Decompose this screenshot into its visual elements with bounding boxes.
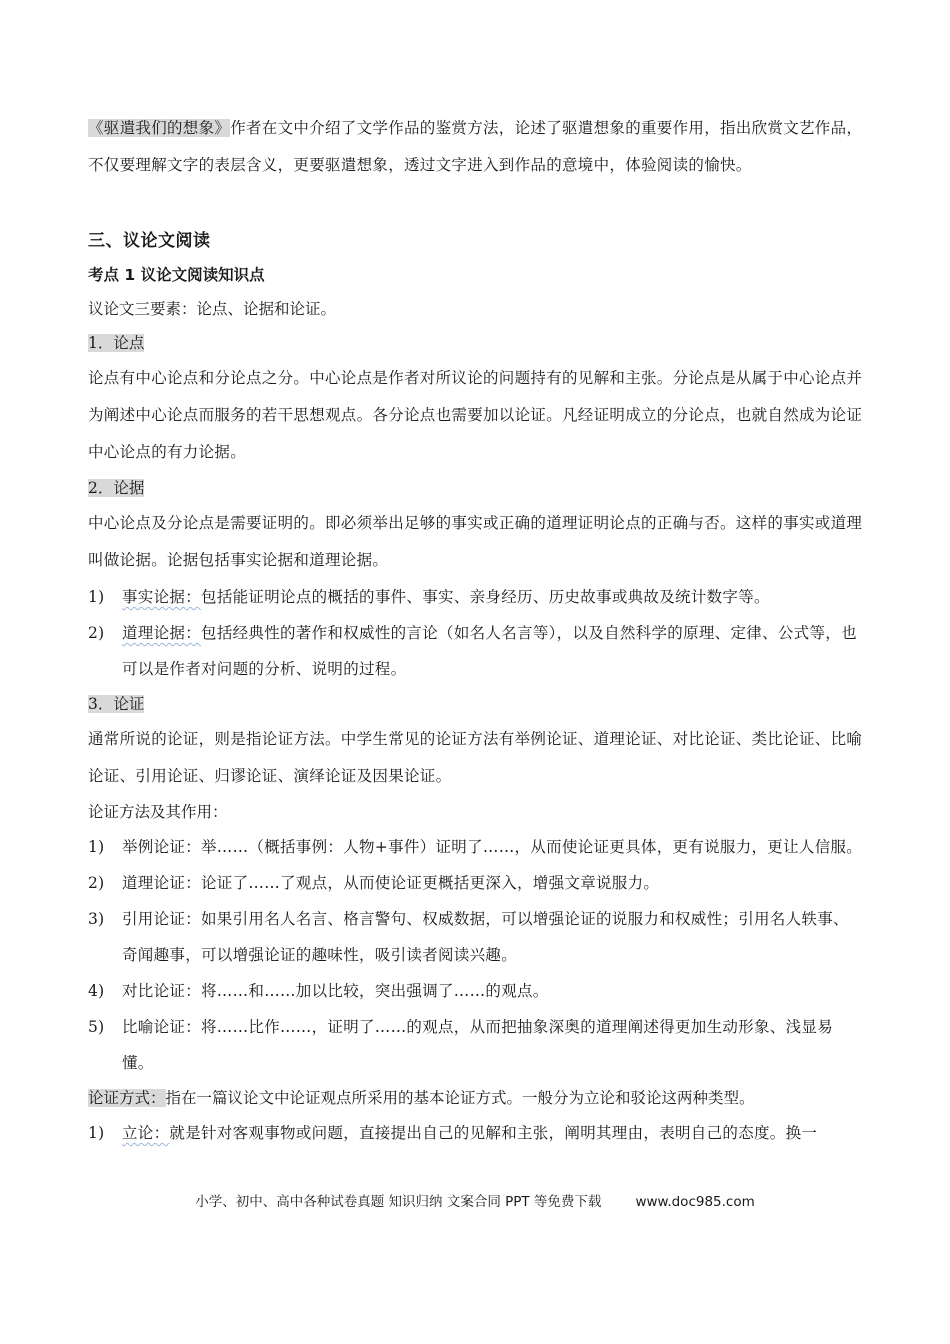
list-text: 举例论证：举……（概括事例：人物+事件）证明了……，从而使论证更具体，更有说服力，更让人信服。 <box>122 838 863 856</box>
sec2-title-text: 2．论据 <box>88 479 145 497</box>
book-title: 《驱遣我们的想象》 <box>88 119 231 137</box>
list-text: 引用论证：如果引用名人名言、格言警句、权威数据，可以增强论证的说服力和权威性；引用名人轶事、奇闻趣事，可以增强论证的趣味性，吸引读者阅读兴趣。 <box>122 910 849 964</box>
list-term: 道理论据： <box>122 624 202 642</box>
sec2-title <box>88 471 864 505</box>
section-heading: 三、议论文阅读 <box>88 231 211 251</box>
sec1-title-text: 1．论点 <box>88 334 145 352</box>
list-item <box>88 973 864 1009</box>
list-item <box>88 829 864 865</box>
list-number: 2) <box>88 874 105 892</box>
page-footer <box>0 1190 950 1210</box>
document-body <box>88 110 864 1151</box>
list-item <box>88 1115 864 1151</box>
sec3-title-text: 3．论证 <box>88 695 145 713</box>
footer-site: www.doc985.com <box>635 1194 755 1210</box>
list-item <box>88 901 864 973</box>
list-text: 对比论证：将……和……加以比较，突出强调了……的观点。 <box>122 982 549 1000</box>
list-number: 5) <box>88 1018 105 1036</box>
list-term: 立论： <box>122 1124 170 1142</box>
list-text: 包括能证明论点的概括的事件、事实、亲身经历、历史故事或典故及统计数字等。 <box>201 588 770 606</box>
methods-label: 论证方法及其作用： <box>88 803 228 821</box>
list-text: 就是针对客观事物或问题，直接提出自己的见解和主张，阐明其理由，表明自己的态度。换一 <box>169 1124 818 1142</box>
mode-paragraph <box>88 1081 864 1115</box>
list-number: 1) <box>88 588 105 606</box>
list-text: 比喻论证：将……比作……，证明了……的观点，从而把抽象深奥的道理阐述得更加生动形象、浅显易懂。 <box>122 1018 834 1072</box>
elements-intro: 议论文三要素：论点、论据和论证。 <box>88 300 337 318</box>
sec2-text: 中心论点及分论点是需要证明的。即必须举出足够的事实或正确的道理证明论点的正确与否。这样的事实或道理叫做论据。论据包括事实论据和道理论据。 <box>88 514 863 569</box>
list-item <box>88 865 864 901</box>
sec3-text: 通常所说的论证，则是指论证方法。中学生常见的论证方法有举例论证、道理论证、对比论证、类比论证、比喻论证、引用论证、归谬论证、演绎论证及因果论证。 <box>88 730 863 785</box>
list-item <box>88 1009 864 1081</box>
list-number: 2) <box>88 624 105 642</box>
list-text: 包括经典性的著作和权威性的言论（如名人名言等），以及自然科学的原理、定律、公式等，也可以是作者对问题的分析、说明的过程。 <box>122 624 857 678</box>
list-text: 道理论证：论证了……了观点，从而使论证更概括更深入，增强文章说服力。 <box>122 874 660 892</box>
list-item <box>88 579 864 615</box>
list-number: 1) <box>88 838 105 856</box>
subheading: 考点 1 议论文阅读知识点 <box>88 266 265 284</box>
list-term: 事实论据： <box>122 588 202 606</box>
intro-text: 作者在文中介绍了文学作品的鉴赏方法，论述了驱遣想象的重要作用，指出欣赏文艺作品，不仅要理解文字的表层含义，更要驱遣想象，透过文字进入到作品的意境中，体验阅读的愉快。 <box>88 119 863 174</box>
list-item <box>88 615 864 687</box>
mode-text: 指在一篇议论文中论证观点所采用的基本论证方式。一般分为立论和驳论这两种类型。 <box>165 1089 755 1107</box>
list-number: 3) <box>88 910 105 928</box>
footer-text: 小学、初中、高中各种试卷真题 知识归纳 文案合同 PPT 等免费下载 <box>195 1194 602 1210</box>
mode-label: 论证方式： <box>88 1089 166 1107</box>
list-number: 1) <box>88 1124 105 1142</box>
list-number: 4) <box>88 982 105 1000</box>
sec1-title <box>88 326 864 360</box>
intro-paragraph <box>88 110 864 184</box>
sec3-title <box>88 687 864 721</box>
sec1-text: 论点有中心论点和分论点之分。中心论点是作者对所议论的问题持有的见解和主张。分论点是从属于中心论点并为阐述中心论点而服务的若干思想观点。各分论点也需要加以论证。凡经证明成立的分论点，也就自然成为论证中心论点的有力论据。 <box>88 369 863 461</box>
